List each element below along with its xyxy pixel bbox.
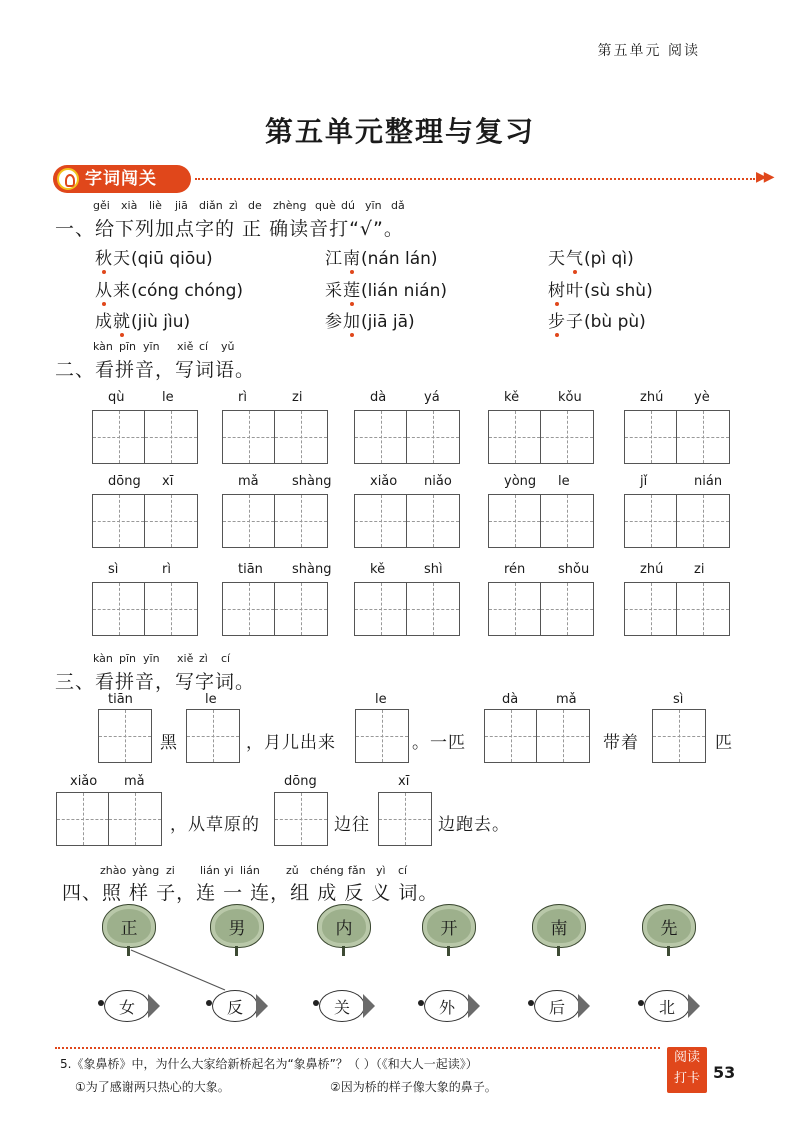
pinyin: yè xyxy=(694,390,710,405)
pronunciation-item[interactable] xyxy=(95,244,213,269)
pinyin: xī xyxy=(398,774,410,789)
char: 子 xyxy=(566,312,584,332)
pronunciation-item[interactable] xyxy=(325,307,415,332)
writing-box[interactable] xyxy=(624,494,730,548)
q3-pinyin-row xyxy=(93,652,293,666)
pinyin: kàn xyxy=(93,340,113,353)
dotted-char: 气 xyxy=(566,244,584,269)
writing-box[interactable] xyxy=(222,410,328,464)
word xyxy=(95,312,131,332)
pinyin: liè xyxy=(149,199,162,212)
pinyin: niǎo xyxy=(424,474,452,489)
pinyin: xiǎo xyxy=(370,474,398,489)
q1-heading: 一、给下列加点字的 正 确读音打“√”。 xyxy=(55,218,404,240)
pinyin: cí xyxy=(199,340,209,353)
pinyin: le xyxy=(162,390,174,405)
q3-heading: 三、看拼音，写字词。 xyxy=(55,671,256,693)
pinyin: xiǎo xyxy=(70,774,98,789)
pinyin: zì xyxy=(229,199,238,212)
writing-box[interactable] xyxy=(92,582,198,636)
word xyxy=(548,281,584,301)
sentence-text: 边往 xyxy=(334,815,370,835)
pinyin: yi xyxy=(224,864,234,877)
leaf-stem xyxy=(557,946,560,956)
pinyin: shì xyxy=(424,562,443,577)
pinyin: yòng xyxy=(504,474,537,489)
pinyin: kě xyxy=(504,390,520,405)
stamp-bottom: 打卡 xyxy=(673,1071,700,1086)
word xyxy=(548,312,584,332)
writing-box[interactable] xyxy=(488,494,594,548)
pronunciation-item[interactable] xyxy=(95,307,190,332)
dotted-char: 莲 xyxy=(343,276,361,301)
pinyin: rén xyxy=(504,562,526,577)
pinyin: dà xyxy=(502,692,519,707)
pinyin: mǎ xyxy=(556,692,577,707)
pinyin-options: (pì qì) xyxy=(584,249,634,269)
option-1[interactable]: ①为了感谢两只热心的大象。 xyxy=(75,1080,230,1094)
fish-char: 北 xyxy=(658,998,675,1017)
pinyin: cí xyxy=(398,864,408,877)
pinyin: yīn xyxy=(143,652,160,665)
pronunciation-item[interactable] xyxy=(548,244,634,269)
writing-box[interactable] xyxy=(355,709,409,763)
writing-box[interactable] xyxy=(56,792,162,846)
pinyin: diǎn xyxy=(199,199,223,212)
section-label: 字词闯关 xyxy=(85,169,157,189)
pinyin: dǎ xyxy=(391,199,405,212)
fish-card[interactable] xyxy=(418,988,480,1024)
dotted-char: 树 xyxy=(548,276,566,301)
writing-box[interactable] xyxy=(354,494,460,548)
pinyin: zhú xyxy=(640,390,664,405)
footer-dotted-rule xyxy=(55,1047,660,1049)
pinyin: qù xyxy=(108,390,125,405)
sentence-text: 带着 xyxy=(603,733,639,753)
leaf-stem xyxy=(447,946,450,956)
pinyin: cí xyxy=(221,652,231,665)
fish-char: 关 xyxy=(333,998,350,1017)
pinyin: shǒu xyxy=(558,562,590,577)
pinyin: shàng xyxy=(292,474,332,489)
pinyin-options: (jiù jìu) xyxy=(131,312,191,332)
q4-heading: 四、照 样 子，连 一 连，组 成 反 义 词。 xyxy=(62,882,439,904)
pinyin: dōng xyxy=(284,774,317,789)
leaf-card[interactable] xyxy=(530,904,588,956)
fish-card[interactable] xyxy=(206,988,268,1024)
pinyin-options: (lián nián) xyxy=(361,281,447,301)
pinyin: kàn xyxy=(93,652,113,665)
leaf-stem xyxy=(127,946,130,956)
pinyin-options: (sù shù) xyxy=(584,281,653,301)
writing-box[interactable] xyxy=(92,410,198,464)
dotted-char: 步 xyxy=(548,307,566,332)
sentence-text: 。一匹 xyxy=(412,733,466,753)
pinyin: nián xyxy=(694,474,723,489)
writing-box[interactable] xyxy=(652,709,706,763)
fish-char: 外 xyxy=(438,998,455,1017)
double-arrow-icon: ▶▶ xyxy=(756,169,772,185)
pinyin-options: (bù pù) xyxy=(584,312,646,332)
pinyin: xiě xyxy=(177,340,194,353)
pinyin: dà xyxy=(370,390,387,405)
q2-heading: 二、看拼音，写词语。 xyxy=(55,359,256,381)
pinyin: gěi xyxy=(93,199,110,212)
pinyin: dú xyxy=(341,199,355,212)
dotted-char: 秋 xyxy=(95,244,113,269)
char: 采 xyxy=(325,281,343,301)
pinyin: pīn xyxy=(119,652,137,665)
pinyin: dōng xyxy=(108,474,141,489)
page-number: 53 xyxy=(713,1063,736,1082)
leaf-char: 正 xyxy=(120,919,138,939)
sentence-text: 黑 xyxy=(160,733,178,753)
char: 成 xyxy=(95,312,113,332)
pinyin: kǒu xyxy=(558,390,582,405)
pinyin-options: (cóng chóng) xyxy=(131,281,244,301)
leaf-stem xyxy=(235,946,238,956)
pinyin: zhào xyxy=(100,864,127,877)
pinyin: lián xyxy=(200,864,220,877)
pinyin: yá xyxy=(424,390,440,405)
pinyin: xià xyxy=(121,199,138,212)
leaf-char: 开 xyxy=(440,919,458,939)
pinyin: pīn xyxy=(119,340,137,353)
word xyxy=(325,281,361,301)
writing-box[interactable] xyxy=(624,582,730,636)
pinyin: zi xyxy=(292,390,303,405)
word xyxy=(95,281,131,301)
word xyxy=(325,249,361,269)
pinyin: le xyxy=(375,692,387,707)
pinyin: sì xyxy=(108,562,119,577)
fish-card[interactable] xyxy=(313,988,375,1024)
leaf-char: 内 xyxy=(335,919,353,939)
fish-card[interactable] xyxy=(638,988,700,1024)
pinyin: fǎn xyxy=(348,864,366,877)
pronunciation-item[interactable] xyxy=(548,307,646,332)
pronunciation-item[interactable] xyxy=(325,276,447,301)
pinyin: què xyxy=(315,199,336,212)
dotted-char: 加 xyxy=(343,307,361,332)
writing-box[interactable] xyxy=(186,709,240,763)
pronunciation-item[interactable] xyxy=(548,276,653,301)
sentence-text: ，从草原的 xyxy=(170,815,260,835)
char: 天 xyxy=(548,249,566,269)
fish-card[interactable] xyxy=(98,988,160,1024)
fish-char: 女 xyxy=(118,998,135,1017)
pinyin: jiā xyxy=(175,199,188,212)
fish-card[interactable] xyxy=(528,988,590,1024)
leaf-card[interactable] xyxy=(640,904,698,956)
writing-box[interactable] xyxy=(378,792,432,846)
pinyin: mǎ xyxy=(238,474,259,489)
pinyin: tiān xyxy=(108,692,133,707)
pronunciation-item[interactable] xyxy=(95,276,243,301)
pinyin: xiě xyxy=(177,652,194,665)
pinyin: yì xyxy=(376,864,386,877)
pinyin: mǎ xyxy=(124,774,145,789)
sentence-text: 匹 xyxy=(715,733,733,753)
leaf-card[interactable] xyxy=(208,904,266,956)
pinyin: rì xyxy=(238,390,247,405)
pinyin: yǔ xyxy=(221,340,235,353)
char: 来 xyxy=(113,281,131,301)
section-pill xyxy=(53,165,191,193)
pinyin: xī xyxy=(162,474,174,489)
writing-box[interactable] xyxy=(488,582,594,636)
writing-box[interactable] xyxy=(354,410,460,464)
pinyin-options: (jiā jā) xyxy=(361,312,415,332)
fish-char: 反 xyxy=(226,998,243,1017)
leaf-card[interactable] xyxy=(315,904,373,956)
pinyin: tiān xyxy=(238,562,263,577)
pinyin-options: (nán lán) xyxy=(361,249,438,269)
lightbulb-icon xyxy=(57,168,79,190)
pinyin: sì xyxy=(673,692,684,707)
sentence-text: 边跑去。 xyxy=(438,815,510,835)
pinyin: zi xyxy=(694,562,705,577)
pinyin: shàng xyxy=(292,562,332,577)
leaf-char: 南 xyxy=(550,919,568,939)
pinyin: lián xyxy=(240,864,260,877)
word xyxy=(325,312,361,332)
dotted-char: 就 xyxy=(113,307,131,332)
option-2[interactable]: ②因为桥的样子像大象的鼻子。 xyxy=(330,1080,497,1094)
pinyin: chéng xyxy=(310,864,344,877)
pinyin: zhú xyxy=(640,562,664,577)
char: 江 xyxy=(325,249,343,269)
leaf-card[interactable] xyxy=(420,904,478,956)
q1-pinyin-row xyxy=(93,199,453,213)
page-title: 第五单元整理与复习 xyxy=(264,115,535,148)
section-banner xyxy=(53,165,783,193)
writing-box[interactable] xyxy=(98,709,152,763)
pinyin: jǐ xyxy=(640,474,648,489)
leaf-char: 男 xyxy=(228,919,246,939)
unit-label: 第五单元 阅读 xyxy=(597,43,700,59)
dotted-rule xyxy=(195,178,755,180)
pinyin: zhèng xyxy=(273,199,307,212)
dotted-char: 南 xyxy=(343,244,361,269)
word xyxy=(548,249,584,269)
writing-box[interactable] xyxy=(92,494,198,548)
q2-pinyin-row xyxy=(93,340,293,354)
pinyin: le xyxy=(205,692,217,707)
fish-char: 后 xyxy=(548,998,565,1017)
sentence-text: ，月儿出来 xyxy=(246,733,336,753)
leaf-char: 先 xyxy=(660,919,678,939)
writing-box[interactable] xyxy=(484,709,590,763)
char: 叶 xyxy=(566,281,584,301)
char: 参 xyxy=(325,312,343,332)
pinyin: rì xyxy=(162,562,171,577)
leaf-card[interactable] xyxy=(100,904,158,956)
pinyin: zi xyxy=(166,864,175,877)
pronunciation-item[interactable] xyxy=(325,244,438,269)
leaf-stem xyxy=(667,946,670,956)
pinyin: yīn xyxy=(143,340,160,353)
writing-box[interactable] xyxy=(222,494,328,548)
pinyin: de xyxy=(248,199,262,212)
writing-box[interactable] xyxy=(222,582,328,636)
pinyin: le xyxy=(558,474,570,489)
pinyin-options: (qiū qiōu) xyxy=(131,249,213,269)
stamp-top: 阅读 xyxy=(673,1050,700,1065)
writing-box[interactable] xyxy=(488,410,594,464)
q4-pinyin-row xyxy=(100,864,440,878)
writing-box[interactable] xyxy=(354,582,460,636)
pinyin: yàng xyxy=(132,864,160,877)
word xyxy=(95,249,131,269)
pinyin: zǔ xyxy=(286,864,299,877)
char: 天 xyxy=(113,249,131,269)
pinyin: zì xyxy=(199,652,208,665)
leaf-stem xyxy=(342,946,345,956)
dotted-char: 从 xyxy=(95,276,113,301)
question-5: 5.《象鼻桥》中，为什么大家给新桥起名为“象鼻桥”？（ ）（《和大人一起读》） xyxy=(60,1057,478,1071)
pinyin: yīn xyxy=(365,199,382,212)
writing-box[interactable] xyxy=(274,792,328,846)
pinyin: kě xyxy=(370,562,386,577)
writing-box[interactable] xyxy=(624,410,730,464)
reading-checkin-stamp xyxy=(667,1047,707,1093)
